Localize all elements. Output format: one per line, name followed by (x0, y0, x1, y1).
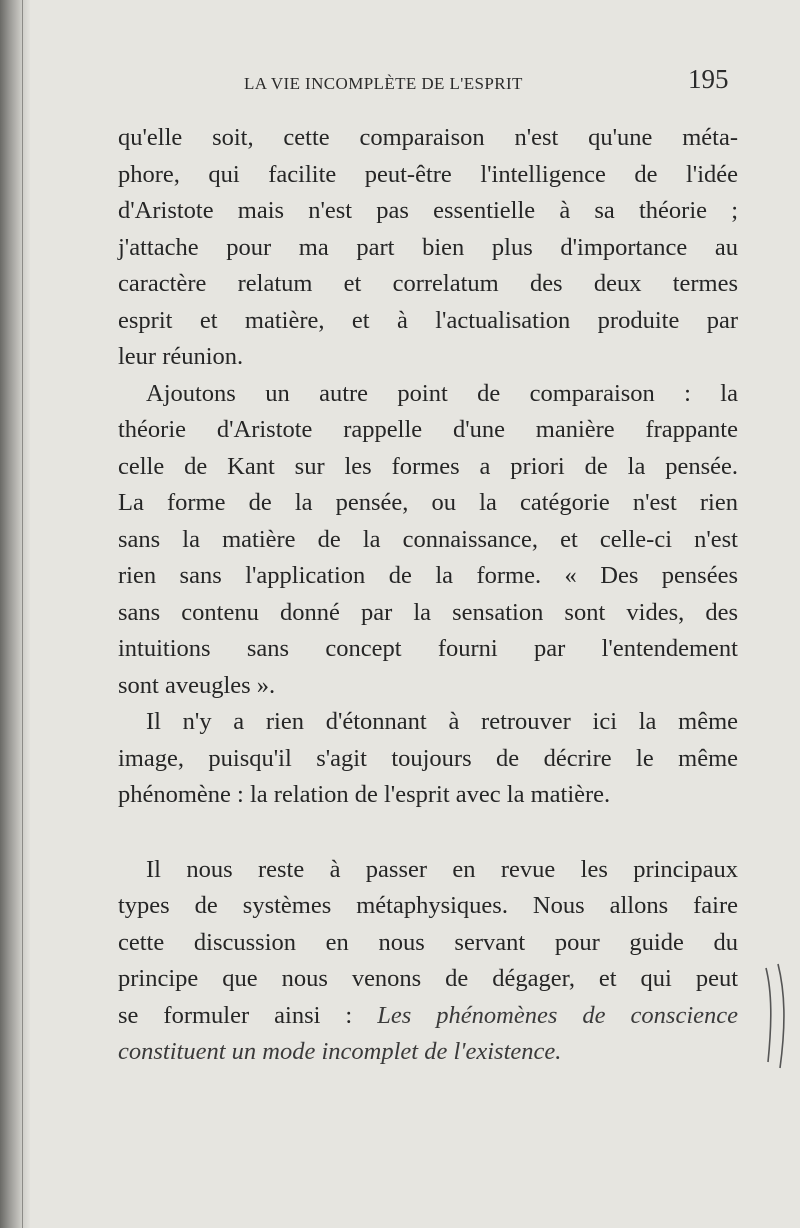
paragraph-1 (118, 120, 738, 376)
text-line: Il n'y a rien d'étonnant à retrouver ici la même (146, 708, 738, 735)
paragraph-4 (118, 852, 738, 1071)
text-line: principe que nous venons de dégager, et qui peut (118, 965, 738, 992)
text-line: sont aveugles ». (118, 671, 276, 699)
text-italic: Les phénomènes de conscience (377, 1001, 738, 1029)
text-line: rien sans l'application de la forme. « Des pensées (118, 562, 738, 589)
text-line: phénomène : la relation de l'esprit avec la matière. (118, 781, 611, 808)
running-head (0, 62, 800, 94)
margin-pencil-mark (758, 962, 794, 1070)
page-gutter (0, 0, 30, 1228)
text-line: leur réunion. (118, 343, 244, 370)
text-line: phore, qui facilite peut-être l'intelligence de l'idée (118, 160, 738, 188)
paragraph-3 (118, 704, 738, 814)
text-line: Ajoutons un autre point de comparaison : la (146, 379, 738, 407)
text-line: La forme de la pensée, ou la catégorie n'est rien (118, 489, 738, 516)
paragraph-2 (118, 376, 738, 705)
text-line: Il nous reste à passer en revue les principaux (146, 855, 738, 883)
text-line: j'attache pour ma part bien plus d'importance au (118, 233, 738, 261)
text-line: sans contenu donné par la sensation sont vides, des (118, 598, 738, 626)
text-line: intuitions sans concept fourni par l'entendement (118, 635, 738, 662)
body-text (118, 120, 738, 1071)
text-line: cette discussion en nous servant pour guide du (118, 928, 738, 956)
text-line: esprit et matière, et à l'actualisation produite par (118, 306, 738, 334)
text-line: image, puisqu'il s'agit toujours de décrire le même (118, 744, 738, 772)
text-line: sans la matière de la connaissance, et celle-ci n'est (118, 525, 738, 553)
running-title: LA VIE INCOMPLÈTE DE L'ESPRIT (244, 74, 523, 93)
gutter-line (22, 0, 23, 1228)
text-line: théorie d'Aristote rappelle d'une manière frappante (118, 416, 738, 443)
text-line: qu'elle soit, cette comparaison n'est qu'une méta- (118, 124, 738, 151)
text-line: caractère relatum et correlatum des deux termes (118, 270, 738, 297)
text-line-mixed (118, 998, 738, 1035)
text-line: celle de Kant sur les formes a priori de la pensée. (118, 452, 738, 480)
text-roman: se formuler ainsi : (118, 1001, 378, 1029)
text-line: d'Aristote mais n'est pas essentielle à sa théorie ; (118, 197, 738, 224)
section-gap (118, 814, 738, 852)
page-number: 195 (688, 64, 729, 94)
text-line-italic: constituent un mode incomplet de l'existence. (118, 1038, 562, 1065)
text-line: types de systèmes métaphysiques. Nous allons faire (118, 892, 738, 919)
